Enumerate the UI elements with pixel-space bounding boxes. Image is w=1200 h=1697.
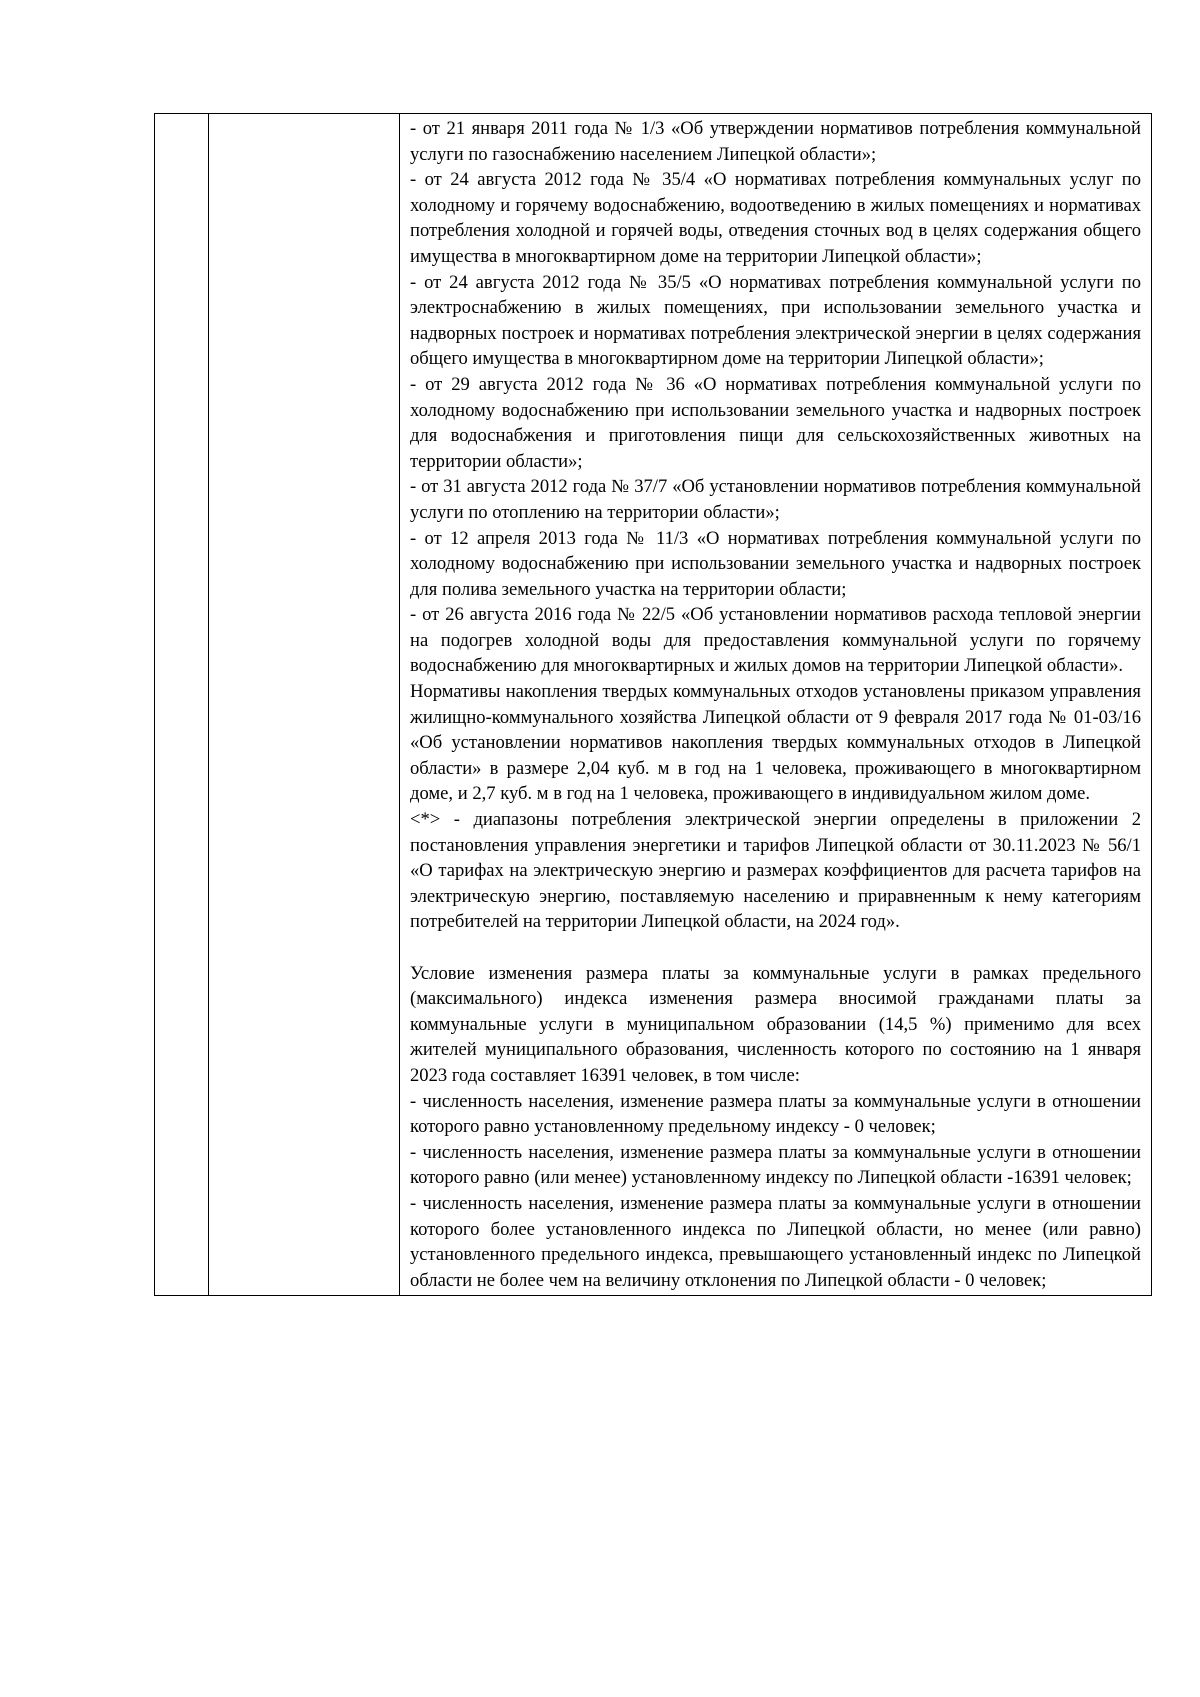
paragraph: - от 21 января 2011 года № 1/3 «Об утверждении нормативов потребления коммунальной услуги по газоснабжению населением Липецкой области»; [410, 118, 1141, 165]
table-cell-name [209, 114, 400, 1296]
paragraph: - численность населения, изменение размера платы за коммунальные услуги в отношении которого равно установленному предельному индексу - 0 человек; [410, 1090, 1141, 1138]
paragraph: - от 26 августа 2016 года № 22/5 «Об установлении нормативов расхода тепловой энергии на подогрев холодной воды для предоставления коммунальной услуги по горячему водоснабжению для многоквартирных и жилых домов на территории Липецкой области». [410, 604, 1141, 677]
paragraph: Условие изменения размера платы за коммунальные услуги в рамках предельного (максимального) индекса изменения размера вносимой гражданами платы за коммунальные услуги в муниципальном образовании (14,5 %) применимо для всех жителей муниципального образования, численность которого по состоянию на 1 января 2023 года составляет 16391 человек, в том числе: [410, 962, 1141, 1086]
table-cell-number [155, 114, 209, 1296]
paragraph: - от 24 августа 2012 года № 35/5 «О нормативах потребления коммунальной услуги по электроснабжению в жилых помещениях, при использовании земельного участка и надворных построек и нормативах потребления электрической энергии в целях содержания общего имущества в многоквартирном доме на территории Липецкой области»; [410, 271, 1141, 370]
document-table [154, 113, 1152, 1296]
paragraph: Нормативы накопления твердых коммунальных отходов установлены приказом управления жилищно-коммунального хозяйства Липецкой области от 9 февраля 2017 года № 01-03/16 «Об установлении нормативов накопления твердых коммунальных отходов в Липецкой области» в размере 2,04 куб. м в год на 1 человека, проживающего в многоквартирном доме, и 2,7 куб. м в год на 1 человека, проживающего в индивидуальном жилом доме. [410, 681, 1141, 805]
paragraph: - от 24 августа 2012 года № 35/4 «О нормативах потребления коммунальных услуг по холодному и горячему водоснабжению, водоотведению в жилых помещениях и нормативах потребления холодной и горячей воды, отведения сточных вод в целях содержания общего имущества в многоквартирном доме на территории Липецкой области»; [410, 169, 1141, 267]
paragraph: - численность населения, изменение размера платы за коммунальные услуги в отношении которого равно (или менее) установленному индексу по Липецкой области -16391 человек; [410, 1141, 1141, 1189]
table-cell-text [400, 114, 1152, 1296]
paragraph: - численность населения, изменение размера платы за коммунальные услуги в отношении которого более установленного индекса по Липецкой области, но менее (или равно) установленного предельного индекса, превышающего установленный индекс по Липецкой области не более чем на величину отклонения по Липецкой области - 0 человек; [410, 1192, 1141, 1291]
paragraph: - от 31 августа 2012 года № 37/7 «Об установлении нормативов потребления коммунальной услуги по отоплению на территории области»; [410, 476, 1141, 523]
table-row [155, 114, 1152, 1296]
paragraph: - от 29 августа 2012 года № 36 «О нормативах потребления коммунальной услуги по холодному водоснабжению при использовании земельного участка и надворных построек для водоснабжения и приготовления пищи для сельскохозяйственных животных на территории области»; [410, 373, 1141, 472]
paragraph: <*> - диапазоны потребления электрической энергии определены в приложении 2 постановления управления энергетики и тарифов Липецкой области от 30.11.2023 № 56/1 «О тарифах на электрическую энергию и размерах коэффициентов для расчета тарифов на электрическую энергию, поставляемую населению и приравненным к нему категориям потребителей на территории Липецкой области, на 2024 год». [410, 809, 1141, 933]
paragraph: - от 12 апреля 2013 года № 11/3 «О нормативах потребления коммунальной услуги по холодному водоснабжению при использовании земельного участка и надворных построек для полива земельного участка на территории области; [410, 527, 1141, 600]
